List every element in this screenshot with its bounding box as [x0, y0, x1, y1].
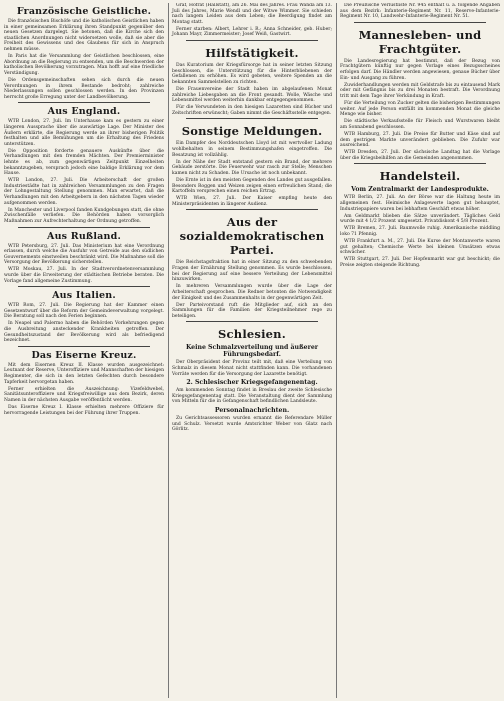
section-heading: Aus England.: [47, 106, 121, 118]
article-subheading: Keine Schmalzverteilung und äußerer Führungsbedarf.: [185, 344, 319, 359]
article-paragraph: Der Parteivorstand ruft die Mitglieder auf, sich an den Sammlungen für die Familien der Kriegsteilnehmer rege zu beteiligen.: [172, 302, 332, 319]
article-paragraph: Die Ordensgemeinschaften sehen sich durch die neuen Verordnungen in ihrem Bestande bedroht; zahlreiche Niederlassungen sollen geschlossen werden. In den Provinzen herrscht große Erregung unter der Landbevölkerung.: [4, 77, 164, 100]
article-paragraph: In Neapel und Palermo haben die Behörden Vorkehrungen gegen die Ausbreitung ansteckender Krankheiten getroffen. Der Gesundheitszustand der Bevölkerung wird als befriedigend bezeichnet.: [4, 321, 164, 344]
section-divider: [18, 346, 150, 347]
article-subheading: Vom Zentralmarkt der Landesprodukte.: [351, 186, 489, 194]
article-paragraph: Am Geldmarkt blieben die Sätze unverändert. Tägliches Geld wurde mit 4 1/2 Prozent umgesetzt. Privatdiskont 4 5/8 Prozent.: [340, 213, 500, 225]
article-paragraph: Ein Dampfer des Norddeutschen Lloyd ist mit wertvoller Ladung wohlbehalten in seinem Bestimmungshafen eingetroffen. Die Besatzung ist vollzählig.: [172, 141, 332, 158]
section-heading: Sonstige Meldungen.: [181, 124, 323, 139]
section-heading: Aus Italien.: [52, 290, 116, 302]
section-divider: [186, 209, 318, 210]
article-paragraph: In mehreren Versammlungen wurde über die Lage der Arbeiterschaft gesprochen. Die Redner betonten die Notwendigkeit der Einigkeit und des Zusammenhalts in der gegenwärtigen Zeit.: [172, 284, 332, 301]
article-paragraph: WTB Wien, 27. Juli. Der Kaiser empfing heute den Ministerpräsidenten in längerer Audienz.: [172, 196, 332, 207]
section-divider: [354, 22, 486, 23]
section-divider: [18, 102, 150, 103]
article-paragraph: WTB Stuttgart, 27. Juli. Der Hopfenmarkt war gut beschickt; die Preise zeigten steigende Richtung.: [340, 257, 500, 268]
article-paragraph: In der Nähe der Stadt entstand gestern ein Brand, der mehrere Gebäude zerstörte. Die Feuerwehr war rasch zur Stelle; Menschen kamen nicht zu Schaden. Die Ursache ist noch unbekannt.: [172, 159, 332, 176]
article-paragraph: WTB Petersburg, 27. Juli. Das Ministerium hat eine Verordnung erlassen, durch welche die Ausfuhr von Getreide aus den südlichen Gouvernements einstweilen beschränkt wird. Die Maßnahme soll die Versorgung der Bevölkerung sicherstellen.: [4, 243, 164, 266]
article-paragraph: Der Oberpräsident der Provinz teilt mit, daß eine Verteilung von Schmalz in diesem Monat nicht stattfinden kann. Die vorhandenen Vorräte werden für die Versorgung der Lazarette benötigt.: [172, 360, 332, 377]
article-paragraph: Die Opposition forderte genauere Auskünfte über die Verhandlungen mit den fremden Mächten. Der Premierminister lehnte es ab, zum gegenwärtigen Zeitpunkt Einzelheiten bekanntzugeben, versprach jedoch eine baldige Erklärung vor dem Hause.: [4, 148, 164, 177]
article-paragraph: Die französischen Bischöfe und die katholischen Geistlichen haben in einer gemeinsamen Erklärung ihren Standpunkt gegenüber den neuen Gesetzen dargelegt. Sie betonen, daß die Kirche sich den staatlichen Anordnungen nicht widersetzen wolle, daß sie aber die Freiheit des Gewissens und des Glaubens für sich in Anspruch nehmen müsse.: [4, 19, 164, 52]
section-heading: Französische Geistliche.: [16, 6, 152, 17]
article-paragraph: Die Frauenvereine der Stadt haben im abgelaufenen Monat zahlreiche Liebesgaben an die Front gesandt. Wolle, Wäsche und Lebensmittel werden weiterhin dankbar entgegengenommen.: [172, 86, 332, 104]
article-paragraph: Die Ernte ist in den meisten Gegenden des Landes gut ausgefallen. Besonders Roggen und Weizen zeigen einen erfreulichen Stand; die Kartoffeln versprechen einen reichen Ertrag.: [172, 177, 332, 195]
article-paragraph: Das Eiserne Kreuz I. Klasse erhielten mehrere Offiziere für hervorragende Leistungen bei der Führung ihrer Truppen.: [4, 404, 164, 416]
section-divider: [186, 118, 318, 119]
column-2: [168, 3, 332, 698]
column-3: [336, 3, 500, 698]
section-heading: Mannesleben- und Frachtgüter.: [358, 27, 482, 56]
article-paragraph: Mit dem Eisernen Kreuz II. Klasse wurden ausgezeichnet: Leutnant der Reserve, Unteroffiziere und Mannschaften der hiesigen Regimenter, die sich in den letzten Gefechten durch besondere Tapferkeit hervorgetan haben.: [4, 362, 164, 385]
article-paragraph: Die städtische Verkaufsstelle für Fleisch und Wurstwaren bleibt am Sonnabend geschlossen.: [340, 119, 500, 130]
article-paragraph: Zuwiderhandlungen werden mit Geldstrafe bis zu eintausend Mark oder mit Gefängnis bis zu drei Monaten bestraft. Die Verordnung tritt mit dem Tage ihrer Verkündung in Kraft.: [340, 82, 500, 99]
section-divider: [354, 163, 486, 164]
article-paragraph: WTB Dresden, 27. Juli. Der sächsische Landtag hat die Vorlage über die Kriegsbeihilfen an die Gemeinden angenommen.: [340, 150, 500, 161]
section-heading: Aus der sozialdemokratischen Partei.: [179, 215, 325, 258]
article-paragraph: WTB Berlin, 27. Juli. An der Börse war die Haltung heute im allgemeinen fest. Heimische Anlagewerte lagen gut behauptet, Industriepapiere waren bei lebhaftem Geschäft etwas höher.: [340, 195, 500, 212]
article-paragraph: In Manchester und Liverpool fanden Kundgebungen statt, die ohne Zwischenfälle verliefen. Die Behörden haben vorsorglich Maßnahmen zur Aufrechterhaltung der Ordnung getroffen.: [4, 207, 164, 224]
article-paragraph: Zu Gerichtsassessoren wurden ernannt die Referendare Müller und Schulz. Versetzt wurde Amtsrichter Weber von Glatz nach Görlitz.: [172, 415, 332, 433]
article-paragraph: WTB Bremen, 27. Juli. Baumwolle ruhig. Amerikanische middling loko 71 Pfennig.: [340, 226, 500, 237]
article-paragraph: Graf, Hofrat (Hallstatt), am 26. Mai des Jahres. Frau Wanda am 13. Juli des Jahres, Marie Wendl und der Witwe Wimmer. Sie schieden nach langem Leiden aus dem Leben; die Beerdigung findet am Montag statt.: [172, 3, 332, 25]
article-paragraph: Die Preußische Verlustliste Nr. 945 enthält u. a. folgende Angaben aus dem Bezirk: Infanterie-Regiment Nr. 11, Reserve-Infanterie-Regiment Nr. 10, Landwehr-Infanterie-Regiment Nr. 51.: [340, 3, 500, 20]
article-paragraph: Ferner starben: Albert, Lehrer i. R.; Anna Schneider, geb. Huber; Johann Mayr, Zimmermeister; Josef Weiß, Gastwirt.: [172, 26, 332, 38]
section-divider: [18, 227, 150, 228]
article-subheading: 2. Schlesischer Kriegsgefangenentag.: [186, 379, 318, 387]
column-container: [4, 3, 500, 698]
article-paragraph: Die Landesregierung hat bestimmt, daß der Bezug von Frachtgütern künftig nur gegen Vorlage eines Bezugsscheines erfolgen darf. Die Händler werden angewiesen, genaue Bücher über Ein- und Ausgang zu führen.: [340, 58, 500, 81]
section-divider: [186, 40, 318, 41]
article-paragraph: WTB London, 27. Juli. Die Arbeiterschaft der großen Industriestädte hat in zahlreichen Versammlungen zu den Fragen der Lohngestaltung Stellung genommen. Man erwartet, daß die Verhandlungen mit den Arbeitgebern in den nächsten Tagen wieder aufgenommen werden.: [4, 178, 164, 206]
column-1: [4, 3, 164, 698]
section-heading: Handelsteil.: [379, 169, 461, 184]
article-subheading: Personalnachrichten.: [214, 406, 290, 414]
article-paragraph: WTB Frankfurt a. M., 27. Juli. Die Kurse der Montanwerte waren gut gehalten; Chemische Werte bei kleinen Umsätzen etwas schwächer.: [340, 239, 500, 256]
article-paragraph: WTB Hamburg, 27. Juli. Die Preise für Butter und Käse sind auf dem gestrigen Markte unverändert geblieben. Die Zufuhr war ausreichend.: [340, 131, 500, 149]
article-paragraph: Ferner erhielten die Auszeichnung: Vizefeldwebel, Sanitätsunteroffiziere und Kriegsfreiwillige aus dem Bezirk, deren Namen in der nächsten Ausgabe veröffentlicht werden.: [4, 386, 164, 403]
article-paragraph: In Paris hat die Versammlung der Geistlichen beschlossen, eine Abordnung an die Regierung zu entsenden, um die Beschwerden der katholischen Bevölkerung vorzutragen. Man hofft auf eine friedliche Verständigung.: [4, 54, 164, 76]
article-paragraph: Am kommenden Sonntag findet in Breslau der zweite Schlesische Kriegsgefangenentag statt. Die Veranstaltung dient der Sammlung von Mitteln für die in Gefangenschaft befindlichen Landsleute.: [172, 388, 332, 405]
article-paragraph: WTB Moskau, 27. Juli. In der Stadtverordnetenversammlung wurde über die Erweiterung der städtischen Betriebe beraten. Die Vorlage fand allgemeine Zustimmung.: [4, 267, 164, 284]
section-divider: [18, 286, 150, 287]
section-heading: Das Eiserne Kreuz.: [31, 349, 137, 361]
article-paragraph: WTB Rom, 27. Juli. Die Regierung hat der Kammer einen Gesetzentwurf über die Reform der Gemeindeverwaltung vorgelegt. Die Beratung soll nach den Ferien beginnen.: [4, 303, 164, 320]
section-divider: [186, 321, 318, 322]
article-paragraph: WTB London, 27. Juli. Im Unterhause kam es gestern zu einer längeren Aussprache über die auswärtige Lage. Der Minister des Äußern erklärte, die Regierung werde an ihrer bisherigen Politik festhalten und alle Bemühungen um die Erhaltung des Friedens unterstützen.: [4, 119, 164, 147]
article-paragraph: Das Kuratorium der Kriegsfürsorge hat in seiner letzten Sitzung beschlossen, die Unterstützung für die Hinterbliebenen der Gefallenen zu erhöhen. Es wird gebeten, weitere Spenden an die bekannten Sammelstellen zu richten.: [172, 63, 332, 85]
section-heading: Hilfstätigkeit.: [205, 46, 299, 61]
section-heading: Aus Rußland.: [47, 230, 121, 242]
section-heading: Schlesien.: [218, 327, 286, 342]
article-paragraph: Für die Verteilung von Zucker gelten die bisherigen Bestimmungen weiter. Auf jede Person entfällt im kommenden Monat die gleiche Menge wie bisher.: [340, 100, 500, 118]
article-paragraph: Die Reichstagsfraktion hat in einer Sitzung zu den schwebenden Fragen der Ernährung Stellung genommen. Es wurde beschlossen, bei der Regierung auf eine bessere Verteilung der Lebensmittel hinzuwirken.: [172, 260, 332, 283]
article-paragraph: Für die Verwundeten in den hiesigen Lazaretten sind Bücher und Zeitschriften erwünscht; Gaben nimmt die Geschäftsstelle entgegen.: [172, 105, 332, 116]
